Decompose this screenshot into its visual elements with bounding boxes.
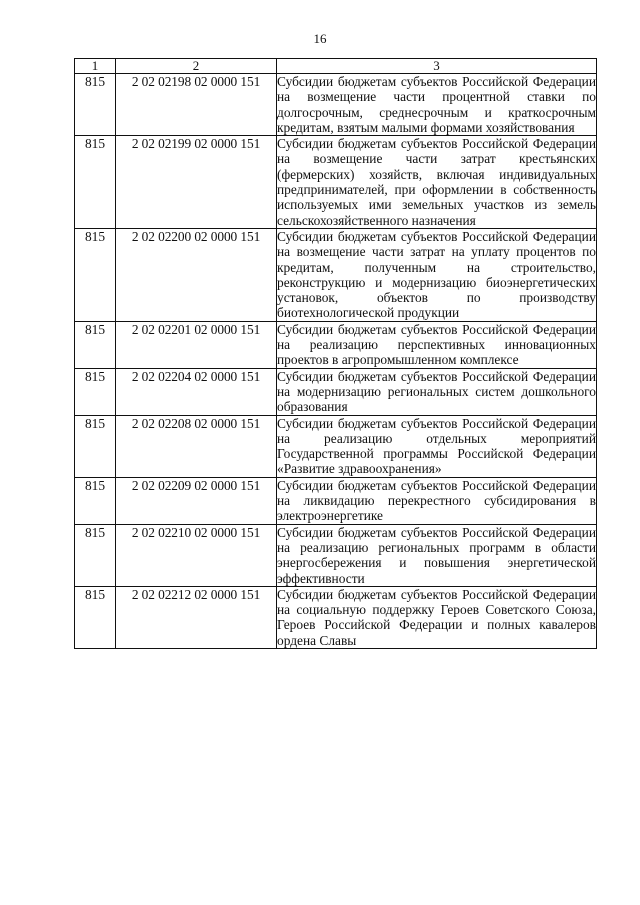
table-row [75,74,597,136]
description-cell: Субсидии бюджетам субъектов Российской Федерации на реализацию региональных программ в области энергосбережения и повышения энергетической эффективности [277,524,596,586]
column-header-2: 2 [116,59,277,74]
table-row [75,415,597,477]
admin-code-cell: 815 [75,368,116,415]
page-number: 16 [313,31,327,46]
column-header-1: 1 [75,59,116,74]
admin-code-cell: 815 [75,524,116,586]
budget-code-cell: 2 02 02209 02 0000 151 [116,477,277,524]
admin-code-cell: 815 [75,228,116,321]
description-cell: Субсидии бюджетам субъектов Российской Федерации на возмещение части затрат крестьянских (фермерских) хозяйств, включая индивидуальных предпринимателей, при оформлении в собственность используемых ими земельных участков из земель сельскохозяйственного назначения [277,136,596,228]
budget-code-cell: 2 02 02201 02 0000 151 [116,321,277,368]
admin-code-cell: 815 [75,321,116,368]
budget-code-cell: 2 02 02208 02 0000 151 [116,415,277,477]
admin-code-cell: 815 [75,477,116,524]
table-row [75,586,597,648]
table-row [75,321,597,368]
description-cell: Субсидии бюджетам субъектов Российской Федерации на возмещение части затрат на уплату процентов по кредитам, полученным на строительство, реконструкцию и модернизацию биоэнергетических установок, объектов по производству биотехнологической продукции [277,228,596,321]
description-cell: Субсидии бюджетам субъектов Российской Федерации на социальную поддержку Героев Советского Союза, Героев Российской Федерации и полных кавалеров ордена Славы [277,586,596,648]
budget-code-cell: 2 02 02200 02 0000 151 [116,228,277,321]
table-row [75,136,597,229]
budget-codes-table [74,58,597,649]
admin-code-cell: 815 [75,586,116,648]
table-row [75,368,597,415]
admin-code-cell: 815 [75,136,116,229]
budget-code-cell: 2 02 02210 02 0000 151 [116,524,277,586]
budget-code-cell: 2 02 02198 02 0000 151 [116,74,277,136]
admin-code-cell: 815 [75,415,116,477]
table-header-row [75,59,597,74]
admin-code-cell: 815 [75,74,116,136]
budget-code-cell: 2 02 02204 02 0000 151 [116,368,277,415]
description-cell: Субсидии бюджетам субъектов Российской Федерации на модернизацию региональных систем дошкольного образования [277,368,596,415]
description-cell: Субсидии бюджетам субъектов Российской Федерации на реализацию отдельных мероприятий Государственной программы Российской Федерации «Развитие здравоохранения» [277,415,596,477]
budget-code-cell: 2 02 02199 02 0000 151 [116,136,277,229]
description-cell: Субсидии бюджетам субъектов Российской Федерации на ликвидацию перекрестного субсидирования в электроэнергетике [277,477,596,524]
description-cell: Субсидии бюджетам субъектов Российской Федерации на реализацию перспективных инновационных проектов в агропромышленном комплексе [277,321,596,368]
description-cell: Субсидии бюджетам субъектов Российской Федерации на возмещение части процентной ставки по долгосрочным, среднесрочным и краткосрочным кредитам, взятым малыми формами хозяйствования [277,74,596,135]
table-row [75,477,597,524]
budget-code-cell: 2 02 02212 02 0000 151 [116,586,277,648]
table-row [75,524,597,586]
table-row [75,228,597,321]
column-header-3: 3 [277,59,597,74]
